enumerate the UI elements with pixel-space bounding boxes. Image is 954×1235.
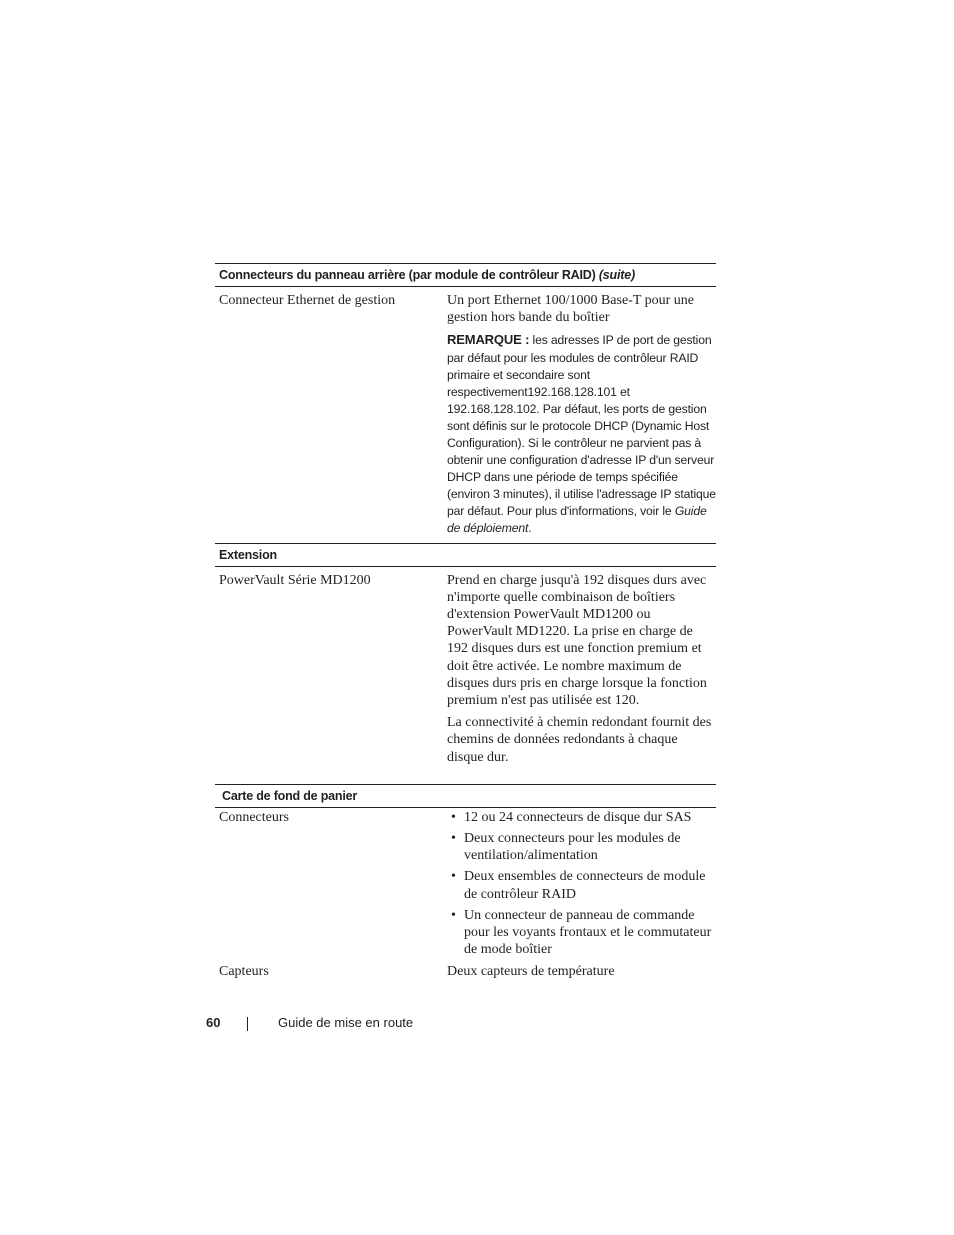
bullet-icon: •: [451, 809, 456, 825]
footer-separator: [247, 1017, 248, 1031]
list-item: • Un connecteur de panneau de commande pour les voyants frontaux et le commutateur de mode boîtier: [451, 907, 712, 958]
connector-list: [447, 809, 716, 959]
section-header-backplane: [215, 784, 716, 808]
row-description: [447, 292, 716, 538]
section-header-rear-panel-connectors: [215, 263, 716, 287]
page-footer: [0, 1015, 954, 1035]
bullet-icon: •: [451, 830, 456, 846]
row-description: [447, 572, 716, 766]
description-text: Un port Ethernet 100/1000 Base-T pour une gestion hors bande du boîtier: [447, 293, 695, 326]
section-title-suffix: (suite): [598, 268, 635, 282]
description-paragraph-2: La connectivité à chemin redondant fournit des chemins de données redondants à chaque disque dur.: [447, 715, 712, 765]
row-label: Connecteur Ethernet de gestion: [219, 293, 396, 308]
table-row-connectors: [215, 808, 716, 963]
section-title: Carte de fond de panier: [222, 788, 358, 803]
description-paragraph-1: Prend en charge jusqu'à 192 disques durs avec n'importe quelle combinaison de boîtiers d'extension PowerVault MD1200 ou PowerVault MD1220. La prise en charge de 192 disques durs est une fonction premium et doit être activée. Le nombre maximum de disques durs pris en charge lorsque la fonction premium n'est pas utilisée est 120.: [447, 572, 707, 708]
row-label: Capteurs: [219, 964, 269, 980]
section-header-extension: [215, 543, 716, 567]
page-number: 60: [206, 1015, 221, 1030]
note-guide-reference: Guide de déploiement: [447, 504, 707, 536]
bullet-icon: •: [451, 869, 456, 885]
list-item: • 12 ou 24 connecteurs de disque dur SAS: [451, 809, 692, 825]
table-row-sensors: [215, 962, 716, 980]
row-description: Deux capteurs de température: [447, 964, 615, 980]
guide-title: Guide de mise en route: [278, 1015, 414, 1030]
note-end: .: [528, 521, 532, 536]
spec-table: [215, 263, 716, 981]
row-label: Connecteurs: [219, 809, 289, 825]
note-label: REMARQUE :: [447, 332, 530, 348]
row-label: PowerVault Série MD1200: [219, 572, 371, 588]
section-title: Connecteurs du panneau arrière (par module de contrôleur RAID): [219, 268, 596, 282]
table-row-powervault: [215, 567, 716, 766]
row-description: [447, 809, 716, 963]
note-text: les adresses IP de port de gestion par défaut pour les modules de contrôleur RAID primaire et secondaire sont respectivement192.168.128.101 et 192.168.128.102. Par défaut, les ports de gestion sont définis sur le protocole DHCP (Dynamic Host Configuration). Si le contrôleur ne parvient pas à obtenir une configuration d'adresse IP d'un serveur DHCP dans une période de temps spécifiée (environ 3 minutes), il utilise l'adressage IP statique par défaut. Pour plus d'informations, voir le: [447, 333, 716, 519]
note-block: [447, 331, 716, 537]
list-item: • Deux connecteurs pour les modules de ventilation/alimentation: [451, 830, 681, 864]
list-item: • Deux ensembles de connecteurs de module de contrôleur RAID: [451, 869, 706, 902]
section-title: Extension: [219, 547, 277, 562]
table-row-ethernet: [215, 287, 716, 538]
bullet-icon: •: [451, 907, 456, 923]
